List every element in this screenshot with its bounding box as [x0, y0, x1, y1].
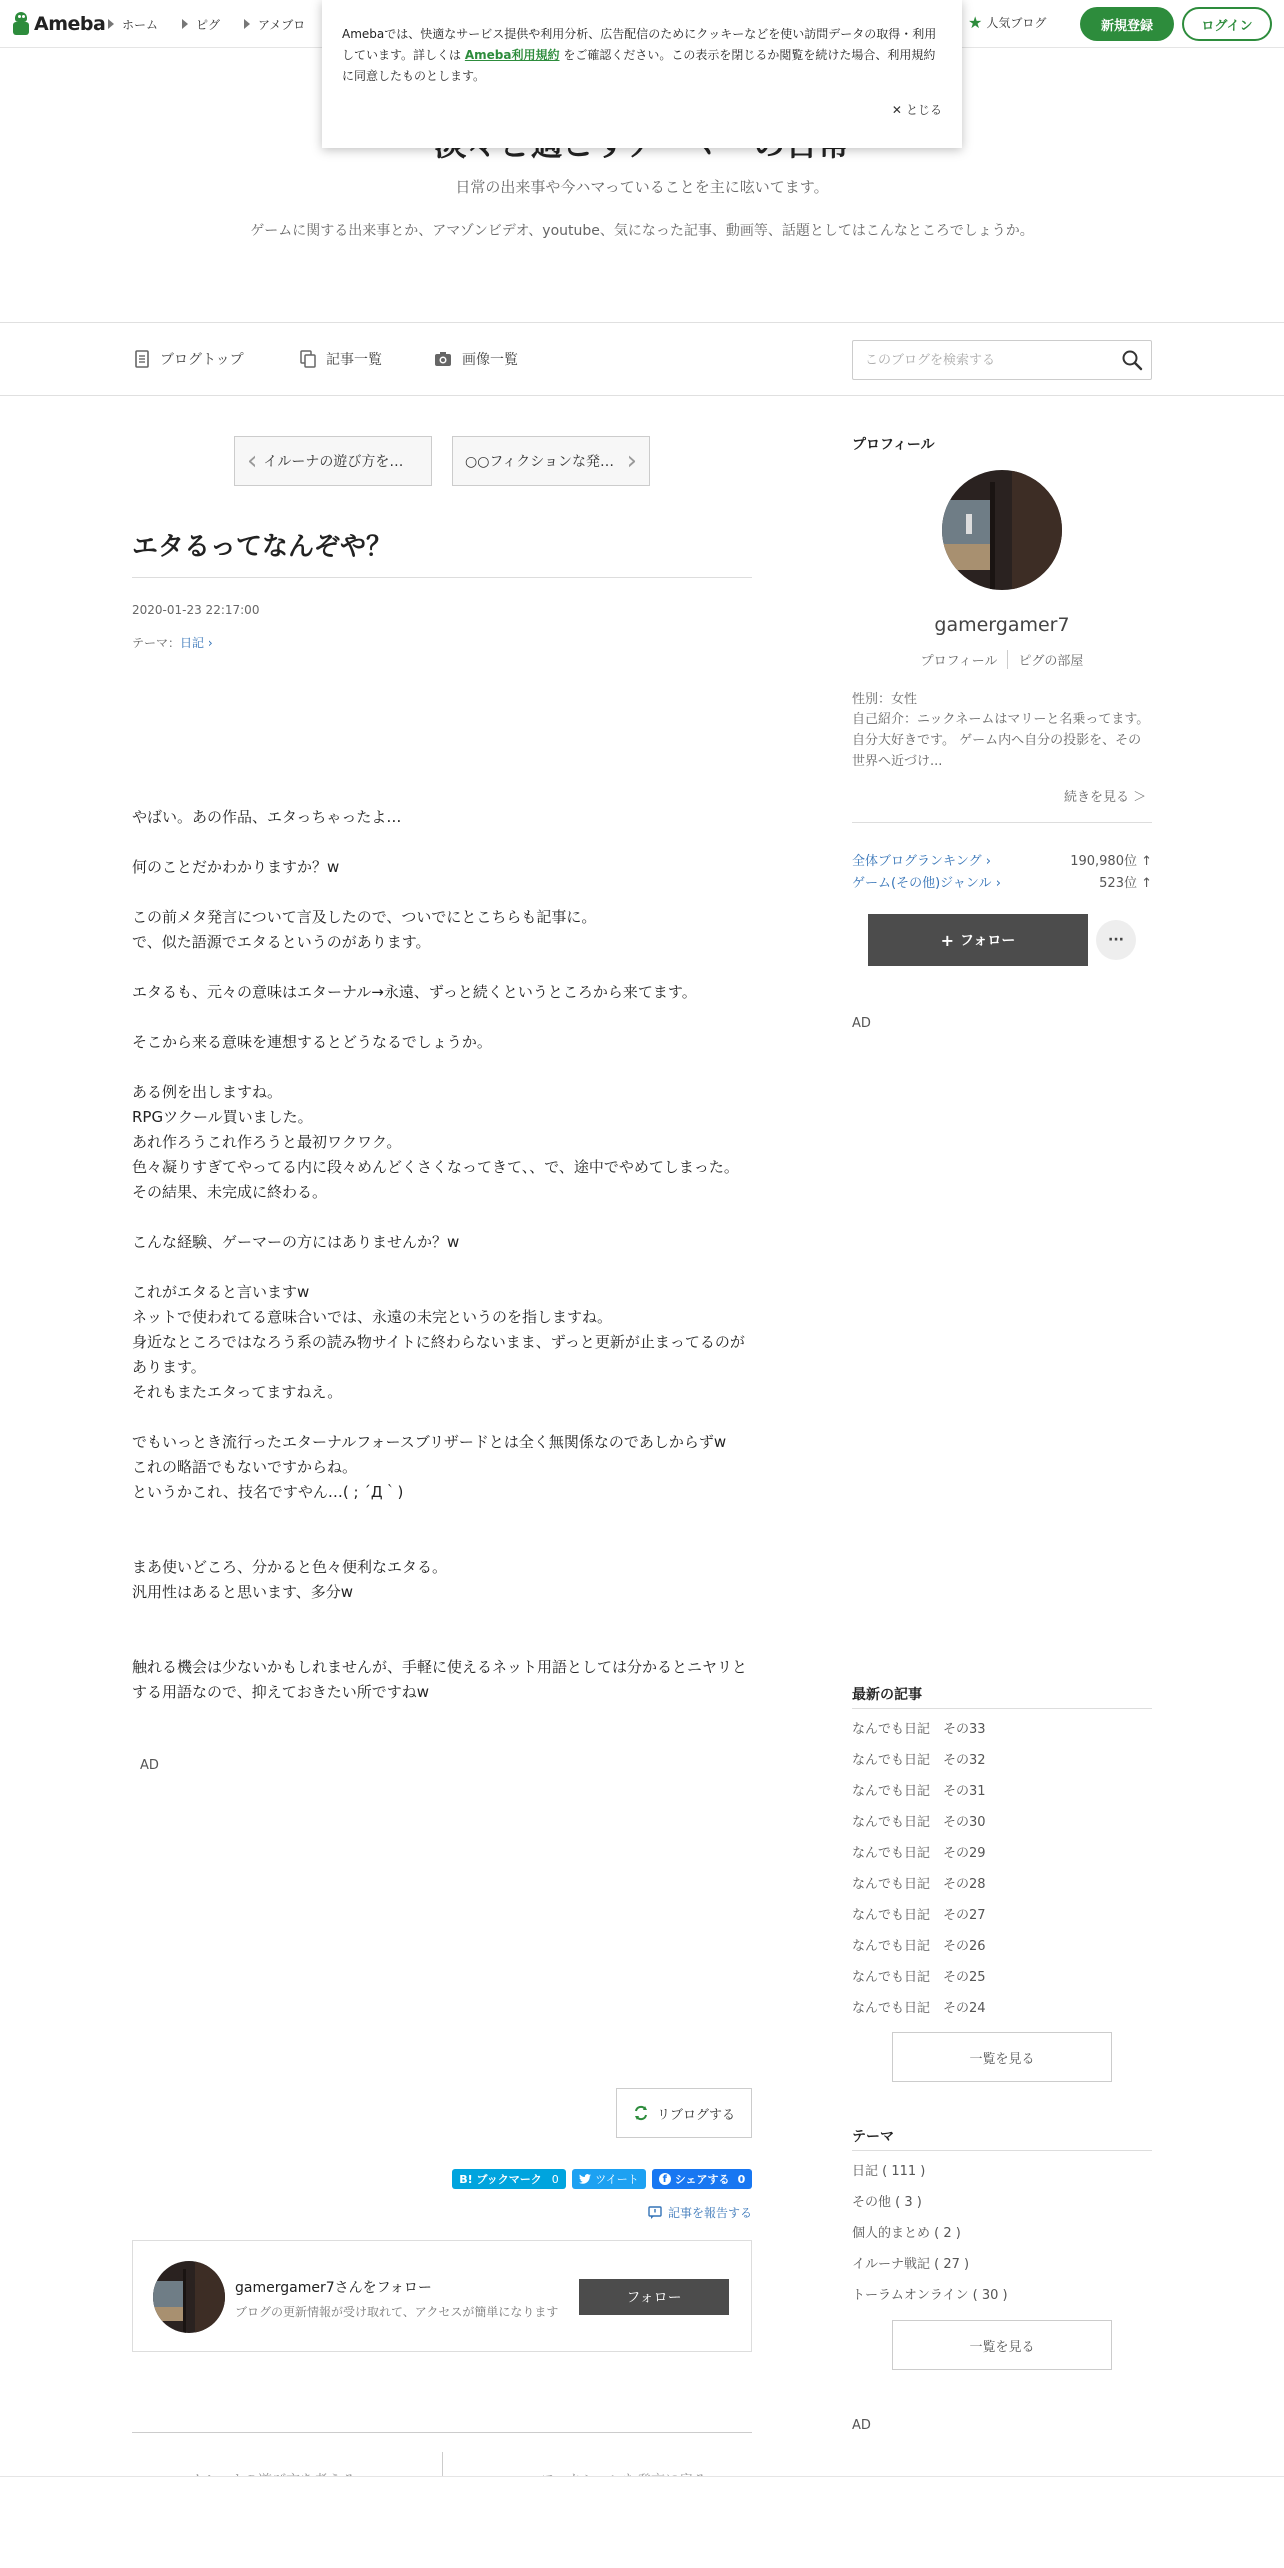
overall-ranking-value: 190,980位 ↑ — [1070, 854, 1152, 869]
article-date: 2020-01-23 22:17:00 — [132, 603, 260, 617]
article-paragraph: まあ使いどころ、分かると色々便利なエタる。 — [132, 1558, 448, 1576]
nav-home[interactable]: ホーム — [108, 16, 158, 33]
article-title[interactable]: エタるってなんぞや？ — [132, 532, 393, 562]
reblog-icon — [633, 2105, 649, 2121]
bottom-bar — [0, 2476, 1284, 2568]
article-body — [132, 730, 752, 1705]
genre-ranking-link[interactable]: ゲーム(その他)ジャンル › — [852, 876, 1001, 891]
article-paragraph: これの略語でもないですからね。 — [132, 1458, 358, 1476]
article-paragraph — [132, 1005, 752, 1030]
article-paragraph: エタるも、元々の意味はエターナル→永遠、ずっと続くというところから来てます。 — [132, 983, 697, 1001]
tweet-label: ツイート — [595, 2173, 639, 2186]
article-paragraph: こんな経験、ゲーマーの方にはありませんか？w — [132, 1233, 460, 1251]
prev-entry-label: イルーナの遊び方を… — [263, 454, 404, 470]
chevron-right-icon: › — [626, 446, 637, 476]
article-paragraph: RPGツクール買いました。 — [132, 1108, 313, 1126]
blog-search-input[interactable] — [853, 341, 1103, 379]
reblog-button[interactable] — [616, 2088, 752, 2138]
nav-pigg[interactable]: ピグ — [182, 16, 220, 33]
sidebar-follow-button[interactable] — [868, 914, 1088, 966]
login-button[interactable]: ログイン — [1182, 7, 1272, 41]
cookie-text-2: をご確認ください。この表示を閉じるか閲覧を続けた場合、利用規約に同意したものとします。 — [342, 48, 936, 83]
flag-icon — [648, 2206, 662, 2220]
recent-list-button[interactable]: 一覧を見る — [892, 2032, 1112, 2082]
article-paragraph — [132, 1630, 752, 1655]
hatena-label: B! ブックマーク — [459, 2173, 542, 2186]
recent-entry-link[interactable]: なんでも日記 その29 — [852, 1846, 986, 1861]
overall-ranking-link[interactable]: 全体ブログランキング › — [852, 854, 991, 869]
theme-divider — [852, 2150, 1152, 2151]
article-paragraph: その結果、未完成に終わる。 — [132, 1183, 328, 1201]
article-paragraph — [132, 780, 752, 805]
copy-icon — [300, 350, 316, 368]
theme-link[interactable]: 日記 ( 111 ) — [852, 2164, 926, 2179]
close-icon: ✕ — [891, 103, 902, 117]
avatar[interactable] — [153, 2261, 225, 2333]
theme-link[interactable]: その他 ( 3 ) — [852, 2195, 922, 2210]
article-paragraph: これがエタると言いますw — [132, 1283, 310, 1301]
genre-ranking-value: 523位 ↑ — [1099, 876, 1152, 891]
profile-name[interactable]: gamergamer7 — [934, 614, 1070, 636]
signup-button[interactable]: 新規登録 — [1080, 7, 1174, 41]
article-paragraph: でもいっとき流行ったエターナルフォースブリザードとは全く無関係なのであしからずw — [132, 1433, 727, 1451]
theme-heading: テーマ — [852, 2129, 894, 2145]
report-label: 記事を報告する — [668, 2206, 753, 2220]
recent-entry-link[interactable]: なんでも日記 その26 — [852, 1939, 986, 1954]
plus-icon: + — [940, 930, 955, 950]
theme-link[interactable]: 日記 — [180, 636, 205, 650]
image-list-label: 画像一覧 — [462, 352, 518, 368]
article-paragraph: というかこれ、技名ですやん…( ; ´Д｀) — [132, 1483, 404, 1501]
ameba-logo[interactable] — [12, 12, 105, 36]
theme-label: テーマ： — [132, 636, 181, 650]
article-paragraph: 触れる機会は少ないかもしれませんが、手軽に使えるネット用語としては分かるとニヤリとする用語なので、抑えておきたい所ですねw — [132, 1658, 748, 1701]
recent-entry-link[interactable]: なんでも日記 その30 — [852, 1815, 986, 1830]
more-options-button[interactable]: ··· — [1096, 920, 1136, 960]
profile-links — [852, 650, 1152, 669]
article-paragraph: 何のことだかわかりますか？w — [132, 858, 340, 876]
terms-link[interactable]: Ameba利用規約 — [464, 48, 560, 62]
article-paragraph — [132, 1405, 752, 1430]
document-icon — [134, 350, 150, 368]
tweet-button[interactable] — [572, 2169, 646, 2189]
recent-entry-link[interactable]: なんでも日記 その28 — [852, 1877, 986, 1892]
pigg-room-link[interactable]: ピグの部屋 — [1007, 650, 1093, 669]
article-paragraph — [132, 1255, 752, 1280]
chevron-left-icon: ‹ — [247, 446, 258, 476]
hatena-bookmark-button[interactable] — [452, 2169, 566, 2189]
theme-link[interactable]: 個人的まとめ ( 2 ) — [852, 2226, 961, 2241]
sidebar-divider — [852, 822, 1152, 823]
theme-list-button[interactable]: 一覧を見る — [892, 2320, 1112, 2370]
overall-ranking — [852, 850, 1152, 869]
recent-entry-link[interactable]: なんでも日記 その31 — [852, 1784, 986, 1799]
article-paragraph: 汎用性はあると思います、多分w — [132, 1583, 354, 1601]
follow-card-description: ブログの更新情報が受け取れて、アクセスが簡単になります — [235, 2305, 559, 2319]
article-paragraph: ある例を出しますね。 — [132, 1083, 283, 1101]
entry-list-link[interactable] — [300, 349, 382, 369]
title-divider — [132, 577, 752, 578]
sidebar-follow-label: フォロー — [960, 933, 1016, 949]
cookie-text: Amebaでは、快適なサービス提供や利用分析、広告配信のためにクッキーなどを使い訪問データの取得・利用しています。詳しくは — [342, 27, 937, 62]
article-paragraph: あれ作ろうこれ作ろうと最初ワクワク。 — [132, 1133, 402, 1151]
recent-entry-link[interactable]: なんでも日記 その32 — [852, 1753, 986, 1768]
global-nav — [108, 0, 329, 48]
recent-entry-link[interactable]: なんでも日記 その25 — [852, 1970, 986, 1985]
article-paragraph — [132, 755, 752, 780]
next-entry-label: ○○フィクションな発… — [465, 454, 615, 470]
follow-card — [132, 2240, 752, 2352]
twitter-icon — [579, 2174, 591, 2184]
recent-entry-link[interactable]: なんでも日記 その24 — [852, 2001, 986, 2016]
profile-intro: 自己紹介：ニックネームはマリーと名乗ってます。 自分大好きです。 ゲーム内へ自分の投影を、その世界へ近づけ... — [852, 712, 1150, 769]
blog-search — [852, 340, 1152, 380]
camera-icon — [434, 351, 452, 367]
star-icon: ★ — [968, 12, 983, 32]
prev-entry-button[interactable] — [234, 436, 432, 486]
genre-ranking — [852, 872, 1152, 891]
article-paragraph — [132, 880, 752, 905]
sidebar-ad-label: AD — [852, 1016, 871, 1031]
article-paragraph: 色々凝りすぎてやってる内に段々めんどくさくなってきて、、で、途中でやめてしまった。 — [132, 1158, 739, 1176]
logo-text: Ameba — [34, 13, 106, 35]
sidebar-ad-label-2: AD — [852, 2418, 871, 2433]
article-paragraph — [132, 830, 752, 855]
report-link[interactable] — [648, 2204, 752, 2221]
article-paragraph — [132, 1505, 752, 1530]
search-icon[interactable] — [1121, 349, 1143, 371]
blog-description-sub: ゲームに関する出来事とか、アマゾンビデオ、youtube、気になった記事、動画等、話題としてはこんなところでしょうか。 — [250, 223, 1034, 239]
article-paragraph: それもまたエタってますねえ。 — [132, 1383, 343, 1401]
article-paragraph: やばい。あの作品、エタっちゃったよ… — [132, 808, 402, 826]
popular-blog-link[interactable] — [968, 14, 1046, 31]
article-paragraph: そこから来る意味を連想するとどうなるでしょうか。 — [132, 1033, 492, 1051]
facebook-icon: f — [659, 2173, 671, 2185]
image-list-link[interactable] — [434, 349, 518, 369]
bottom-divider — [132, 2432, 752, 2433]
popular-blog-label: 人気ブログ — [986, 16, 1047, 30]
recent-entry-link[interactable]: なんでも日記 その27 — [852, 1908, 986, 1923]
article-paragraph — [132, 1205, 752, 1230]
ameba-logo-icon — [12, 12, 30, 36]
article-paragraph — [132, 1055, 752, 1080]
blog-top-label: ブログトップ — [160, 352, 244, 368]
article-paragraph: この前メタ発言について言及したので、ついでにとこちらも記事に。 — [132, 908, 597, 926]
nav-ameblo[interactable]: アメブロ — [244, 16, 305, 33]
article-paragraph — [132, 955, 752, 980]
reblog-label: リブログする — [656, 2107, 735, 2123]
entry-list-label: 記事一覧 — [326, 352, 382, 368]
follow-card-name: gamergamer7さんをフォロー — [235, 2280, 432, 2296]
hatena-count: 0 — [551, 2172, 559, 2186]
article-paragraph: で、似た語源でエタるというのがあります。 — [132, 933, 431, 951]
theme-link[interactable]: イルーナ戦記 ( 27 ) — [852, 2257, 970, 2272]
recent-entry-link[interactable]: なんでも日記 その33 — [852, 1722, 986, 1737]
profile-heading: プロフィール — [852, 437, 935, 453]
theme-link[interactable]: トーラムオンライン ( 30 ) — [852, 2288, 1008, 2303]
article-paragraph: 身近なところではなろう系の読み物サイトに終わらないまま、ずっと更新が止まってるのがあります。 — [132, 1333, 745, 1376]
cookie-banner — [322, 0, 962, 148]
blog-top-link[interactable] — [134, 349, 244, 369]
cookie-close-label: とじる — [905, 103, 942, 117]
profile-avatar[interactable] — [942, 470, 1062, 590]
read-more-link[interactable]: 続きを見る ＞ — [1064, 790, 1147, 805]
article-paragraph — [132, 1530, 752, 1555]
cookie-close-button[interactable] — [892, 100, 942, 121]
blog-nav — [0, 322, 1284, 396]
chevron-right-icon: › — [204, 636, 213, 650]
next-entry-button[interactable] — [452, 436, 650, 486]
article-theme — [132, 634, 213, 651]
facebook-share-count: 0 — [737, 2172, 746, 2186]
article-paragraph: ネットで使われてる意味合いでは、永遠の未完というのを指しますね。 — [132, 1308, 613, 1326]
facebook-share-button[interactable] — [652, 2169, 752, 2189]
article-paragraph — [132, 1605, 752, 1630]
ad-label: AD — [140, 1758, 159, 1773]
blog-description: 日常の出来事や今ハマっていることを主に呟いてます。 — [455, 178, 829, 196]
profile-gender: 性別：女性 — [852, 692, 918, 707]
facebook-share-label: シェアする — [674, 2173, 730, 2186]
article-paragraph — [132, 730, 752, 755]
recent-entries-heading: 最新の記事 — [852, 1687, 922, 1703]
profile-link[interactable]: プロフィール — [920, 654, 998, 669]
recent-divider — [852, 1708, 1152, 1709]
follow-button[interactable]: フォロー — [579, 2279, 729, 2315]
